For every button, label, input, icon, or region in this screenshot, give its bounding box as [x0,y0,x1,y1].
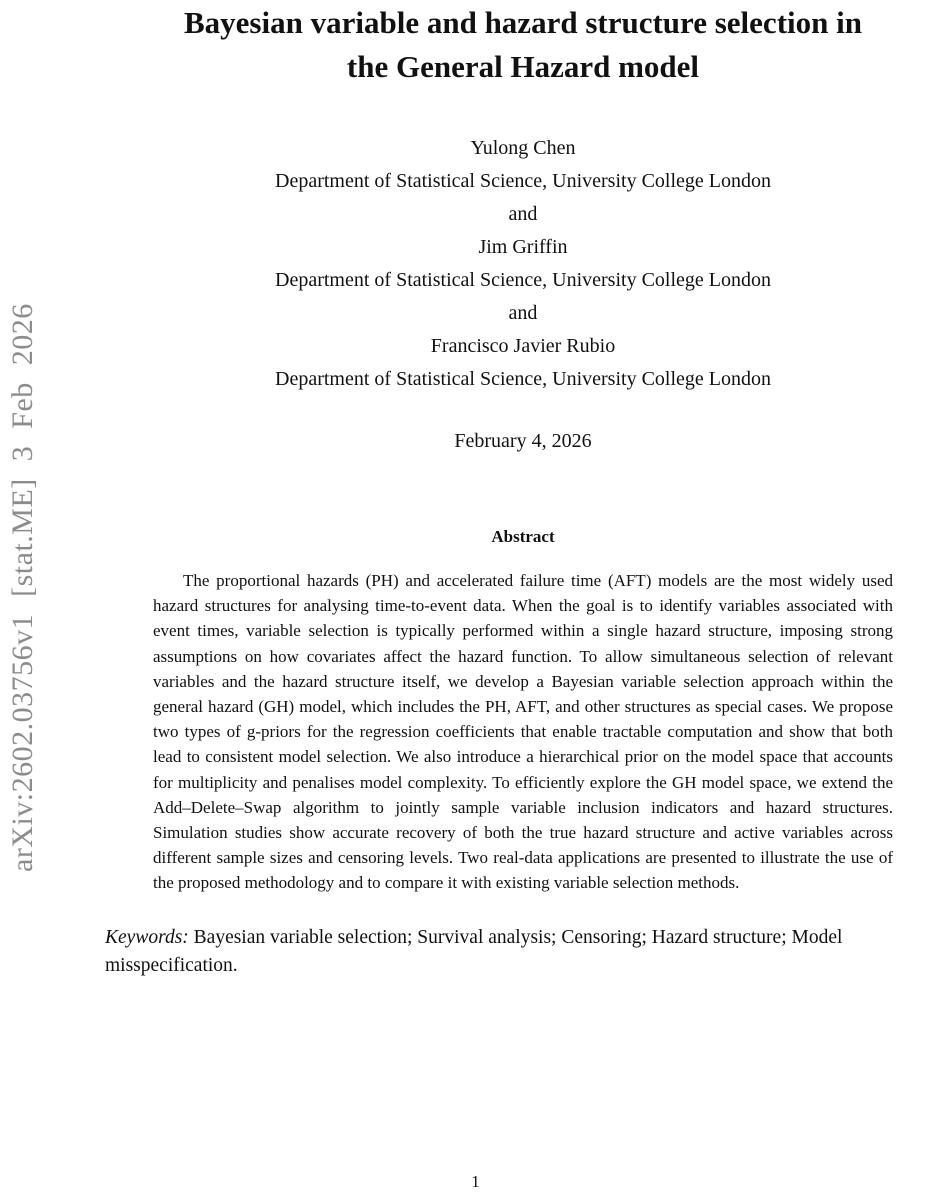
abstract-text: The proportional hazards (PH) and accelerated failure time (AFT) models are the most widely used hazard structures for analysing time-to-event data. When the goal is to identify variables associated with event times, variable selection is typically performed within a single hazard structure, imposing strong assumptions on how covariates affect the hazard function. To allow simultaneous selection of relevant variables and the hazard structure itself, we develop a Bayesian variable selection approach within the general hazard (GH) model, which includes the PH, AFT, and other structures as special cases. We propose two types of g-priors for the regression coefficients that enable tractable computation and show that both lead to consistent model selection. We also introduce a hierarchical prior on the model space that accounts for multiplicity and penalises model complexity. To efficiently explore the GH model space, we extend the Add–Delete–Swap algorithm to jointly sample variable inclusion indicators and hazard structures. Simulation studies show accurate recovery of both the true hazard structure and active variables across different sample sizes and censoring levels. Two real-data applications are presented to illustrate the use of the proposed methodology and to compare it with existing variable selection methods. [153,571,893,893]
paper-content [105,0,941,980]
paper-date: February 4, 2026 [454,430,592,452]
author-affiliation: Department of Statistical Science, University College London [275,170,771,192]
arxiv-watermark [4,212,46,874]
keywords-label: Keywords: [105,926,189,948]
keywords-text: Bayesian variable selection; Survival analysis; Censoring; Hazard structure; Model misspecification. [105,926,843,976]
author-name: Jim Griffin [478,236,568,258]
author-affiliation: Department of Statistical Science, University College London [275,269,771,291]
abstract-section [105,525,941,896]
author-name: Francisco Javier Rubio [430,335,616,357]
author-block [105,132,941,396]
author-separator: and [508,203,538,225]
title-line-2: the General Hazard model [346,49,700,84]
arxiv-id-text: arXiv:2602.03756v1 [stat.ME] 3 Feb 2026 [6,303,39,872]
author-name: Yulong Chen [470,137,576,159]
author-affiliation: Department of Statistical Science, University College London [275,368,771,390]
paper-title [105,0,941,89]
author-separator: and [508,302,538,324]
page-number: 1 [471,1172,480,1191]
keywords-line [105,924,941,980]
abstract-heading: Abstract [491,527,555,546]
title-line-1: Bayesian variable and hazard structure selection in [184,5,862,40]
